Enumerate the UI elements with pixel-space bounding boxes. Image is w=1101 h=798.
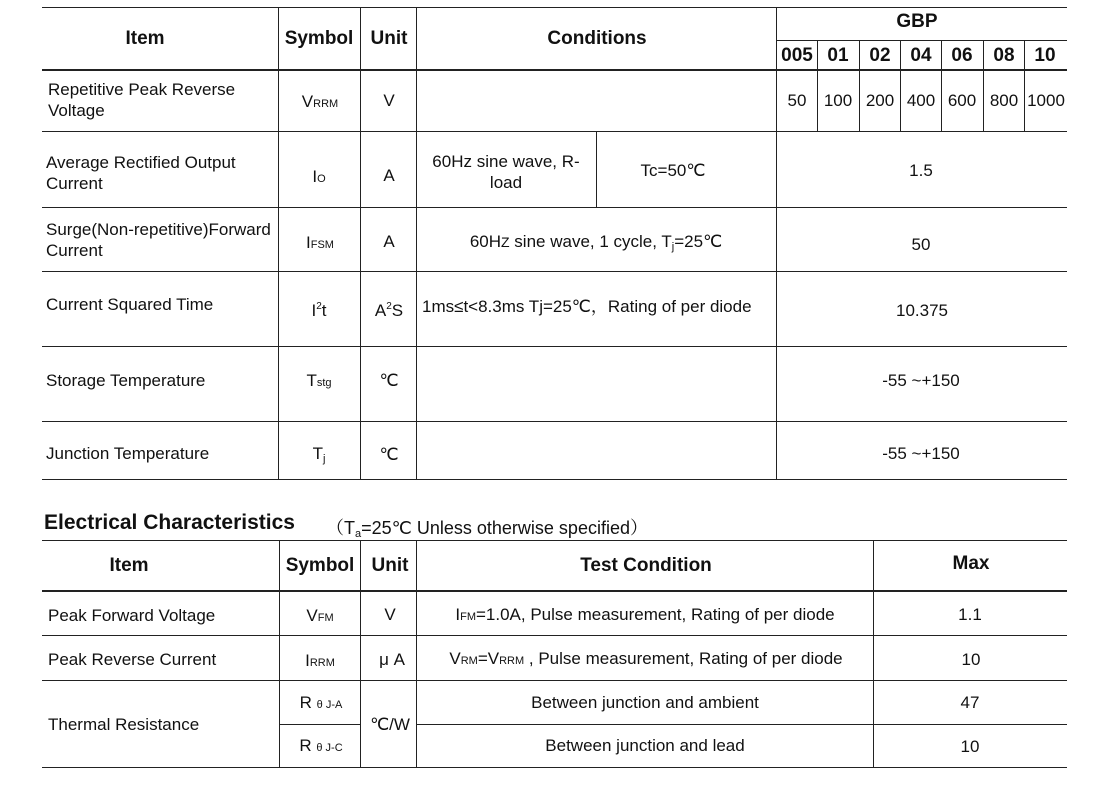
row-vrrm-unit: V [383,91,395,110]
t2-row-vfm-item: Peak Forward Voltage [48,606,216,625]
header-unit: Unit [370,28,408,49]
row-tj-symbol: Tj [312,444,326,465]
variant-005: 005 [781,45,813,66]
row-i2t-unit: $A^2S$ [374,301,404,320]
t2-row-irrm-item: Peak Reverse Current [48,650,217,669]
row-vrrm-value-005: 50 [787,91,807,110]
row-vrrm-item: Repetitive Peak Reverse Voltage [48,80,236,120]
t2-header-max: Max [952,553,990,574]
row-i2t-symbol: $I^2t$ [311,301,327,320]
t2-row-thermal-jc-max: 10 [960,737,980,756]
row-vrrm-value-10: 1000 [1027,91,1065,110]
row-ifsm-unit: A [383,232,395,251]
t2-row-irrm-condition: VRM=VRRM , Pulse measurement, Rating of per diode [449,649,843,668]
variant-06: 06 [951,45,973,66]
t2-row-thermal-unit: ℃/W [370,715,410,734]
row-io-unit: A [383,166,395,185]
row-i2t-condition: 1ms≤t<8.3ms Tj=25℃，Rating of per diode [422,297,752,316]
header-conditions: Conditions [547,28,647,49]
row-i2t-value: 10.375 [896,301,948,320]
row-vrrm-value-02: 200 [865,91,895,110]
t2-header-test-condition: Test Condition [580,555,712,576]
variant-10: 10 [1034,45,1056,66]
header-item: Item [125,28,165,49]
variant-04: 04 [910,45,932,66]
row-tj-item: Junction Temperature [46,444,210,463]
t2-header-symbol: Symbol [285,555,355,576]
row-tstg-value: -55 ~+150 [882,371,960,390]
t2-row-thermal-jc-symbol: R θ J-C [299,736,343,755]
row-io-value: 1.5 [909,161,933,180]
t2-row-thermal-ja-max: 47 [960,693,980,712]
t2-row-thermal-item: Thermal Resistance [48,715,200,734]
row-vrrm-value-04: 400 [906,91,936,110]
row-io-item: Average Rectified Output Current [46,153,236,193]
variant-08: 08 [993,45,1015,66]
t2-row-vfm-unit: V [384,605,396,624]
row-ifsm-item: Surge(Non-repetitive)Forward Current [46,220,271,260]
header-symbol: Symbol [284,28,354,49]
row-io-condition-waveform: 60Hz sine wave, R-load [432,152,580,192]
t2-row-irrm-max: 10 [961,650,981,669]
t2-row-irrm-unit: μ A [379,650,405,669]
row-ifsm-symbol: IFSM [306,233,334,252]
t2-row-vfm-symbol: VFM [306,606,334,625]
row-tstg-symbol: Tstg [306,371,332,390]
t2-row-thermal-ja-condition: Between junction and ambient [531,693,759,712]
row-io-condition-tc: Tc=50℃ [640,161,706,180]
section-title: Electrical Characteristics [44,511,295,534]
row-tstg-unit: ℃ [379,371,399,390]
row-tj-unit: ℃ [379,445,399,464]
row-vrrm-value-06: 600 [947,91,977,110]
t2-row-vfm-condition: IFM=1.0A, Pulse measurement, Rating of per diode [455,605,835,624]
row-io-symbol: IO [312,167,326,186]
header-series: GBP [896,11,938,32]
row-i2t-item: Current Squared Time [46,295,214,314]
t2-row-vfm-max: 1.1 [958,605,982,624]
t2-header-item: Item [109,555,149,576]
row-ifsm-value: 50 [911,235,931,254]
row-ifsm-condition: 60HZ sine wave, 1 cycle, Tj=25℃ [469,232,723,253]
row-vrrm-symbol: VRRM [301,92,339,111]
row-vrrm-value-01: 100 [823,91,853,110]
t2-row-thermal-ja-symbol: R θ J-A [299,693,343,712]
section-note: （Ta=25℃ Unless otherwise specified） [326,518,648,540]
row-vrrm-value-08: 800 [989,91,1019,110]
row-tstg-item: Storage Temperature [46,371,206,390]
t2-header-unit: Unit [371,555,409,576]
t2-row-irrm-symbol: IRRM [305,651,335,670]
row-tj-value: -55 ~+150 [882,444,960,463]
t2-row-thermal-jc-condition: Between junction and lead [545,736,745,755]
variant-01: 01 [827,45,849,66]
variant-02: 02 [869,45,891,66]
